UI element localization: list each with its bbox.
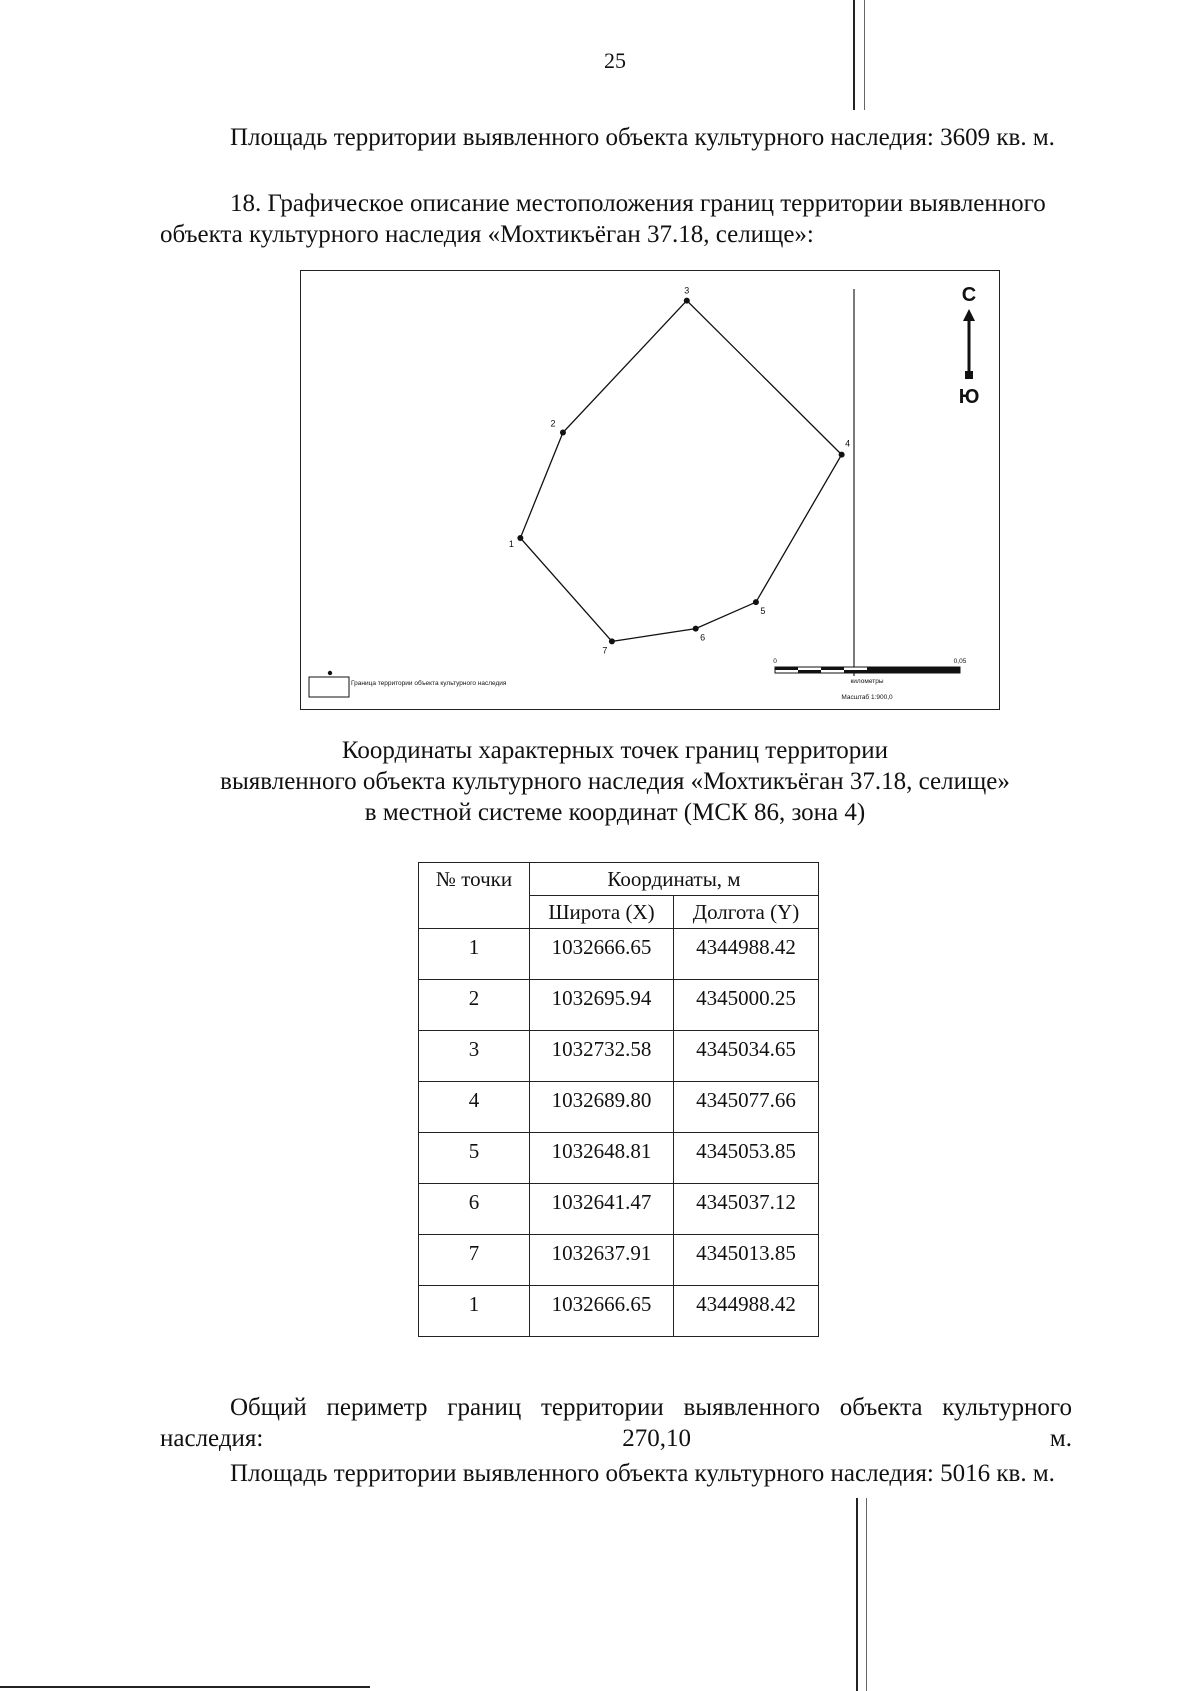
cell-latitude-x: 1032648.81: [530, 1133, 674, 1184]
boundary-point-label: 2: [550, 418, 556, 429]
cell-longitude-y: 4345077.66: [674, 1082, 819, 1133]
scale-bar: [773, 658, 967, 701]
cell-latitude-x: 1032695.94: [530, 980, 674, 1031]
area-paragraph: Площадь территории выявленного объекта культурного наследия: 5016 кв. м.: [230, 1460, 1055, 1487]
boundary-point-label: 4: [845, 438, 851, 449]
boundary-point: [560, 429, 566, 435]
boundary-point-label: 7: [602, 645, 608, 656]
table-row: [419, 1133, 819, 1184]
scan-margin-line: [864, 0, 865, 110]
cell-point: 3: [419, 1031, 530, 1082]
boundary-polygon: [520, 301, 841, 642]
cell-point: 6: [419, 1184, 530, 1235]
cell-longitude-y: 4344988.42: [674, 1286, 819, 1337]
cell-point: 7: [419, 1235, 530, 1286]
caption-line-1: Координаты характерных точек границ территории: [341, 737, 889, 764]
header-longitude-y: Долгота (Y): [674, 896, 819, 929]
legend-label: Граница территории объекта культурного наследия: [351, 680, 507, 687]
boundary-point: [839, 452, 845, 458]
perimeter-paragraph: Общий периметр границ территории выявленного объекта культурного наследия: 270,10 м.: [160, 1394, 1072, 1452]
table-row: [419, 929, 819, 980]
area-previous-paragraph: Площадь территории выявленного объекта культурного наследия: 3609 кв. м.: [230, 124, 1055, 151]
table-row: [419, 1184, 819, 1235]
cell-latitude-x: 1032641.47: [530, 1184, 674, 1235]
boundary-map: [300, 270, 1000, 710]
scan-margin-line: [856, 1498, 858, 1691]
table-caption: [0, 735, 1200, 828]
cell-point: 4: [419, 1082, 530, 1133]
header-coordinates: Координаты, м: [530, 863, 819, 896]
boundary-point-label: 5: [760, 606, 766, 617]
cell-point: 5: [419, 1133, 530, 1184]
cell-latitude-x: 1032732.58: [530, 1031, 674, 1082]
map-legend: [309, 671, 507, 697]
boundary-point-label: 3: [684, 285, 690, 296]
boundary-layer: [520, 301, 841, 642]
table-row: [419, 980, 819, 1031]
cell-point: 1: [419, 1286, 530, 1337]
coordinates-table: [418, 862, 819, 1337]
cell-point: 1: [419, 929, 530, 980]
scan-bottom-line: [0, 1686, 370, 1688]
cell-latitude-x: 1032689.80: [530, 1082, 674, 1133]
scan-margin-line: [853, 0, 855, 110]
scale-start-label: 0: [773, 658, 777, 665]
boundary-point: [684, 298, 690, 304]
cell-longitude-y: 4345053.85: [674, 1133, 819, 1184]
boundary-point: [753, 599, 759, 605]
cell-latitude-x: 1032666.65: [530, 1286, 674, 1337]
caption-line-2: выявленного объекта культурного наследия «Мохтикъёган 37.18, селище»: [220, 768, 1010, 795]
section-18-paragraph: 18. Графическое описание местоположения границ территории выявленного объекта культурного наследия «Мохтикъёган 37.18, селище»:: [160, 190, 1046, 248]
table-row: [419, 1082, 819, 1133]
table-row: [419, 1286, 819, 1337]
table-row: [419, 1031, 819, 1082]
table-row: [419, 1235, 819, 1286]
boundary-map-canvas: [301, 271, 1001, 711]
cell-longitude-y: 4344988.42: [674, 929, 819, 980]
boundary-point: [517, 535, 523, 541]
cell-longitude-y: 4345000.25: [674, 980, 819, 1031]
page-number: 25: [604, 48, 626, 73]
boundary-point: [693, 626, 699, 632]
boundary-point-label: 6: [700, 632, 706, 643]
scale-unit-label: километры: [850, 678, 884, 685]
cell-longitude-y: 4345013.85: [674, 1235, 819, 1286]
coordinates-table-body: [419, 929, 819, 1337]
boundary-point-label: 1: [508, 538, 514, 549]
compass-south-label: Ю: [958, 386, 980, 408]
header-point-number: № точки: [419, 863, 530, 929]
scale-end-label: 0,05: [953, 658, 967, 665]
cell-longitude-y: 4345037.12: [674, 1184, 819, 1235]
caption-line-3: в местной системе координат (МСК 86, зона 4): [364, 799, 866, 826]
cell-latitude-x: 1032637.91: [530, 1235, 674, 1286]
header-latitude-x: Широта (X): [530, 896, 674, 929]
boundary-point: [609, 638, 615, 644]
compass-north-label: С: [961, 284, 977, 306]
north-arrow-icon: [959, 284, 980, 408]
scan-margin-line: [866, 1498, 867, 1691]
boundary-points-layer: [509, 286, 850, 656]
cell-longitude-y: 4345034.65: [674, 1031, 819, 1082]
cell-latitude-x: 1032666.65: [530, 929, 674, 980]
cell-point: 2: [419, 980, 530, 1031]
scale-ratio-label: Масштаб 1:900,0: [841, 694, 893, 701]
